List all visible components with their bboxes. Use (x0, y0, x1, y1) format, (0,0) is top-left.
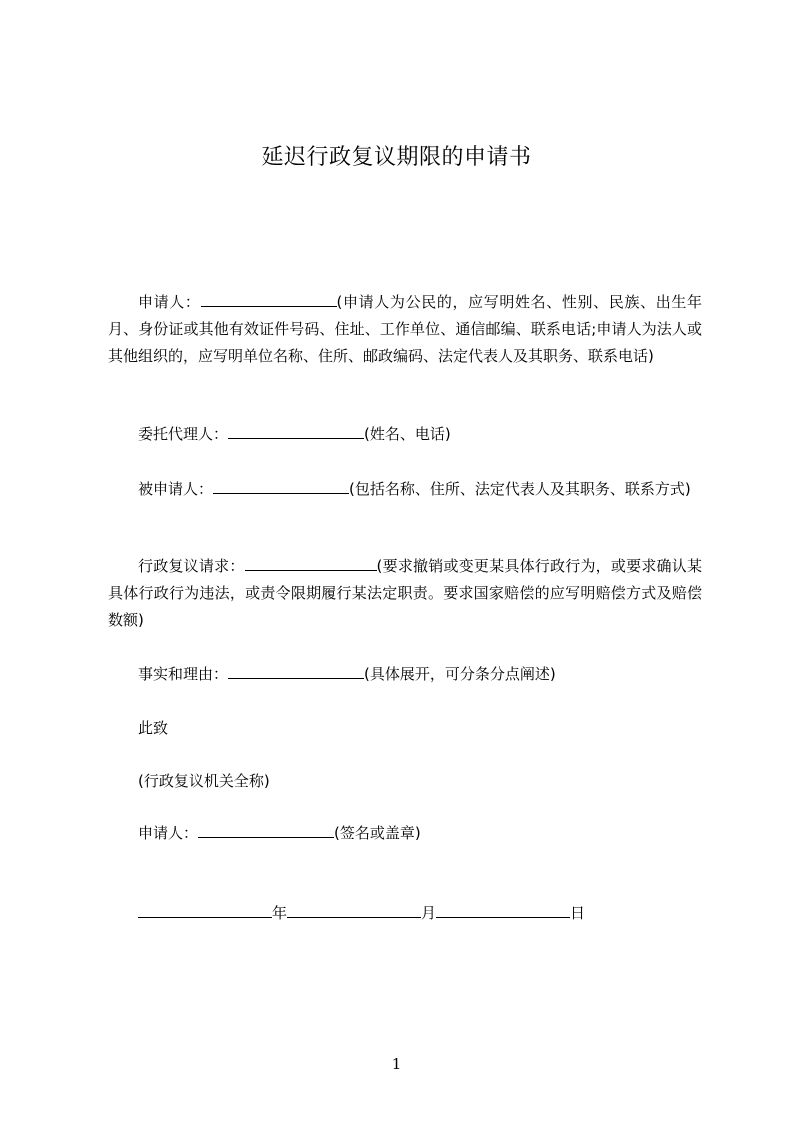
month-blank[interactable] (287, 902, 421, 918)
applicant-blank[interactable] (201, 291, 337, 307)
recipient-placeholder: (行政复议机关全称) (138, 772, 270, 790)
year-label: 年 (272, 904, 288, 922)
signature-label: 申请人： (138, 824, 199, 842)
request-label: 行政复议请求： (138, 557, 245, 575)
signature-paragraph (108, 820, 702, 847)
signature-blank[interactable] (198, 822, 334, 838)
facts-paragraph (108, 661, 702, 688)
agent-blank[interactable] (228, 423, 364, 439)
signature-note: (签名或盖章) (334, 824, 421, 842)
month-label: 月 (421, 904, 437, 922)
agent-note: (姓名、电话) (364, 425, 451, 443)
facts-blank[interactable] (228, 663, 364, 679)
agent-paragraph (108, 421, 702, 448)
applicant-note: (申请人为公民的，应写明姓名、性别、民族、出生年月、身份证或其他有效证件号码、住址、工作单位、通信邮编、联系电话;申请人为法人或其他组织的，应写明单位名称、住所、邮政编码、法定代表人及其职务、联系电话) (108, 293, 702, 365)
respondent-note: (包括名称、住所、法定代表人及其职务、联系方式) (349, 480, 691, 498)
date-line (108, 900, 702, 927)
year-blank[interactable] (138, 902, 272, 918)
agent-label: 委托代理人： (138, 425, 229, 443)
facts-note: (具体展开，可分条分点阐述) (364, 665, 556, 683)
document-title: 延迟行政复议期限的申请书 (261, 145, 532, 170)
request-paragraph (108, 553, 702, 634)
facts-label: 事实和理由： (138, 665, 229, 683)
respondent-blank[interactable] (213, 478, 349, 494)
respondent-paragraph (108, 476, 702, 503)
salutation: 此致 (138, 719, 169, 737)
page-number: 1 (391, 1055, 402, 1073)
day-label: 日 (570, 904, 586, 922)
day-blank[interactable] (436, 902, 570, 918)
request-note: (要求撤销或变更某具体行政行为，或要求确认某具体行政行为违法，或责令限期履行某法定职责。要求国家赔偿的应写明赔偿方式及赔偿数额) (108, 557, 702, 629)
applicant-paragraph (108, 289, 702, 370)
respondent-label: 被申请人： (138, 480, 214, 498)
request-blank[interactable] (245, 555, 377, 571)
applicant-label: 申请人： (138, 293, 201, 311)
